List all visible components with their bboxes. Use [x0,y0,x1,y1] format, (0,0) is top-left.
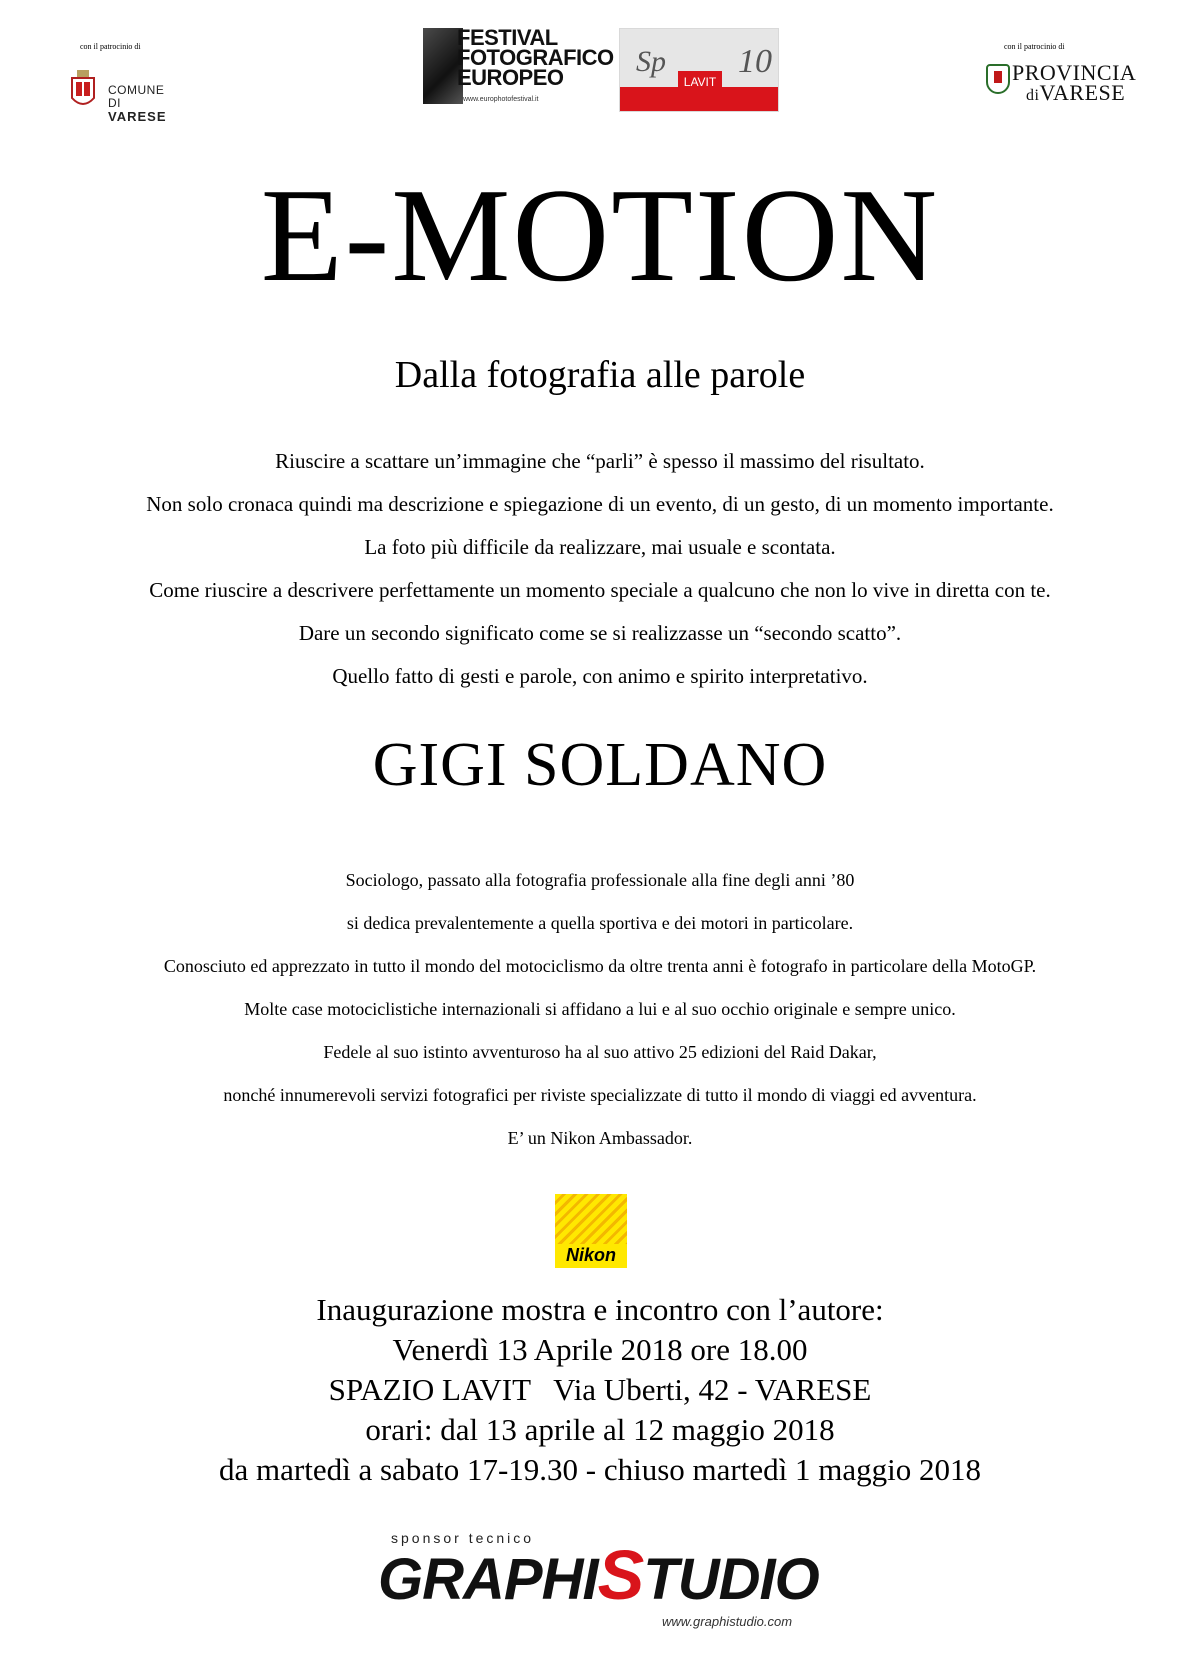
lavit-badge: LAVIT [678,71,722,93]
provincia-crest-icon [986,64,1010,94]
subtitle: Dalla fotografia alle parole [394,354,806,396]
event-line: da martedì a sabato 17-19.30 - chiuso martedì 1 maggio 2018 [219,1452,981,1487]
intro-line: La foto più difficile da realizzare, mai usuale e scontata. [364,535,836,559]
event-line: Venerdì 13 Aprile 2018 ore 18.00 [392,1332,808,1367]
comune-line2: VARESE [108,109,167,124]
bio-line: si dedica prevalentemente a quella sportiva e dei motori in particolare. [346,913,854,933]
bio-line: Molte case motociclistiche internazionali si affidano a lui e al suo occhio originale e sempre unico. [244,999,956,1019]
event-line: Inaugurazione mostra e incontro con l’autore: [316,1292,884,1327]
artist-name: GIGI SOLDANO [372,731,828,799]
comune-di-varese-logo [70,64,180,124]
event-line: SPAZIO LAVIT Via Uberti, 42 - VARESE [328,1372,872,1407]
spazio-lavit-logo [619,28,779,112]
bio-line: E’ un Nikon Ambassador. [507,1128,693,1148]
sponsor-label: sponsor tecnico [391,1530,535,1546]
intro-paragraph [0,440,1200,698]
bio-line: Sociologo, passato alla fotografia professionale alla fine degli anni ’80 [345,870,855,890]
spazio-script-icon: Sp [636,45,666,78]
festival-fotografico-europeo-logo [423,25,614,104]
nikon-wordmark: Nikon [565,1245,616,1265]
graphistudio-part-a: GRAPHI [378,1547,598,1612]
festival-line2: FOTOGRAFICO [457,45,614,70]
lavit-ten-icon: 10 [738,43,772,80]
bio-line: Conosciuto ed apprezzato in tutto il mondo del motociclismo da oltre trenta anni è fotografo in particolare della MotoGP. [163,956,1037,976]
event-details [0,1290,1200,1490]
intro-line: Come riuscire a descrivere perfettamente un momento speciale a qualcuno che non lo vive in diretta con te. [149,578,1051,602]
comune-line1: COMUNE DI [108,83,165,110]
graphistudio-url: www.graphistudio.com [662,1614,793,1629]
patron-label-comune: con il patrocinio di [80,42,141,51]
bio-line: Fedele al suo istinto avventuroso ha al suo attivo 25 edizioni del Raid Dakar, [323,1042,877,1062]
main-title: E-MOTION [260,161,940,309]
bio-line: nonché innumerevoli servizi fotografici per riviste specializzate di tutto il mondo di viaggi ed avventura. [223,1085,977,1105]
provincia-di-varese-logo [986,60,1136,106]
intro-line: Non solo cronaca quindi ma descrizione e spiegazione di un evento, di un gesto, di un momento importante. [146,492,1054,516]
provincia-line1: PROVINCIA [1012,60,1137,85]
nikon-logo [555,1194,627,1268]
intro-line: Riuscire a scattare un’immagine che “parli” è spesso il massimo del risultato. [275,449,925,473]
provincia-di: di [1026,87,1040,104]
festival-line1: FESTIVAL [457,25,558,50]
bio-paragraph [0,859,1200,1160]
graphistudio-s-icon: S [597,1536,644,1614]
patron-label-provincia: con il patrocinio di [1004,42,1065,51]
provincia-line2: VARESE [1039,80,1126,105]
festival-url: www.europhotofestival.it [463,96,539,103]
comune-crest-icon [70,70,96,110]
nikon-rays-icon [555,1194,627,1244]
intro-line: Quello fatto di gesti e parole, con animo e spirito interpretativo. [332,664,868,688]
festival-line3: EUROPEO [457,65,564,90]
event-line: orari: dal 13 aprile al 12 maggio 2018 [365,1412,835,1447]
intro-line: Dare un secondo significato come se si realizzasse un “secondo scatto”. [298,621,902,645]
graphistudio-part-b: TUDIO [643,1547,819,1612]
